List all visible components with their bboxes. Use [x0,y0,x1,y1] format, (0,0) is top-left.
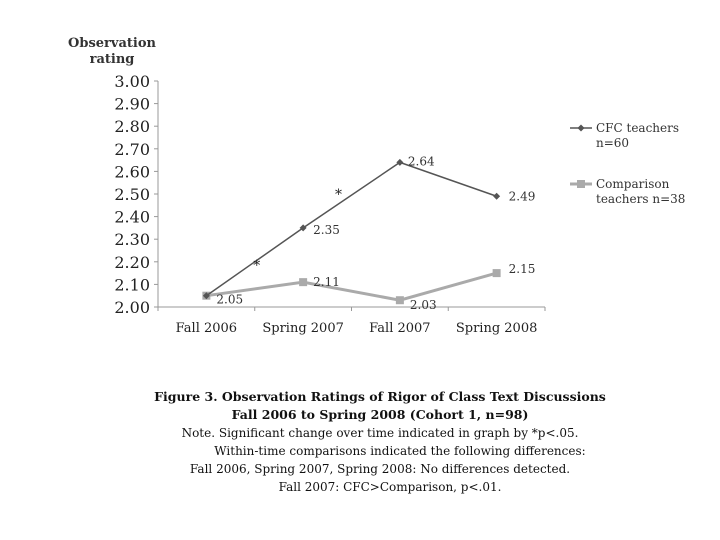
significance-asterisk: * [335,187,342,204]
data-label: 2.35 [313,222,340,237]
x-tick-label: Fall 2007 [369,321,431,336]
y-tick-label: 2.90 [114,94,150,114]
caption-note-line-1: Note. Significant change over time indicated in graph by *p<.05. [181,426,579,440]
legend-marker-square [577,180,585,188]
y-axis-title-line-1: Observation [68,36,156,51]
y-tick-label: 2.10 [114,275,150,295]
legend-label: Comparison [596,177,670,191]
x-tick-label: Fall 2006 [175,321,238,336]
significance-asterisk: * [253,257,261,274]
data-point-comparison [493,269,501,277]
y-tick-label: 3.00 [114,72,150,91]
y-tick-label: 2.60 [114,162,150,182]
series-line-cfc [206,162,496,295]
figure-caption [0,388,720,496]
legend-marker-diamond [578,125,585,132]
y-tick-label: 2.70 [114,139,150,159]
data-label: 2.64 [407,154,435,169]
caption-note-line-2: Within-time comparisons indicated the following differences: [214,444,586,458]
data-point-comparison [396,296,404,304]
y-tick-label: 2.20 [114,252,150,272]
legend-label: CFC teachers [596,121,680,135]
data-label: 2.05 [216,292,244,307]
y-tick-label: 2.00 [114,298,150,317]
caption-note-line-3: Fall 2006, Spring 2007, Spring 2008: No differences detected. [189,462,571,476]
plot-area [114,72,545,336]
legend-label: teachers n=38 [596,192,686,206]
y-tick-label: 2.50 [114,185,150,204]
legend [570,121,685,206]
x-tick-label: Spring 2008 [455,321,538,336]
legend-label: n=60 [596,136,630,150]
series-line-comparison [206,273,496,300]
data-point-comparison [299,278,307,286]
caption-title-line-2: Fall 2006 to Spring 2008 (Cohort 1, n=98) [231,407,529,422]
y-axis-title-line-2: rating [89,52,135,67]
data-label: 2.11 [313,275,340,290]
y-tick-label: 2.30 [114,230,150,250]
y-tick-label: 2.40 [114,207,150,227]
data-point-cfc [493,193,500,200]
caption-note-line-4: Fall 2007: CFC>Comparison, p<.01. [278,480,502,494]
y-tick-label: 2.80 [114,117,150,137]
data-label: 2.49 [508,189,536,204]
data-label: 2.15 [508,262,536,277]
x-tick-label: Spring 2007 [262,321,344,336]
data-label: 2.03 [409,298,437,313]
caption-title-line-1: Figure 3. Observation Ratings of Rigor of Class Text Discussions [154,389,606,404]
